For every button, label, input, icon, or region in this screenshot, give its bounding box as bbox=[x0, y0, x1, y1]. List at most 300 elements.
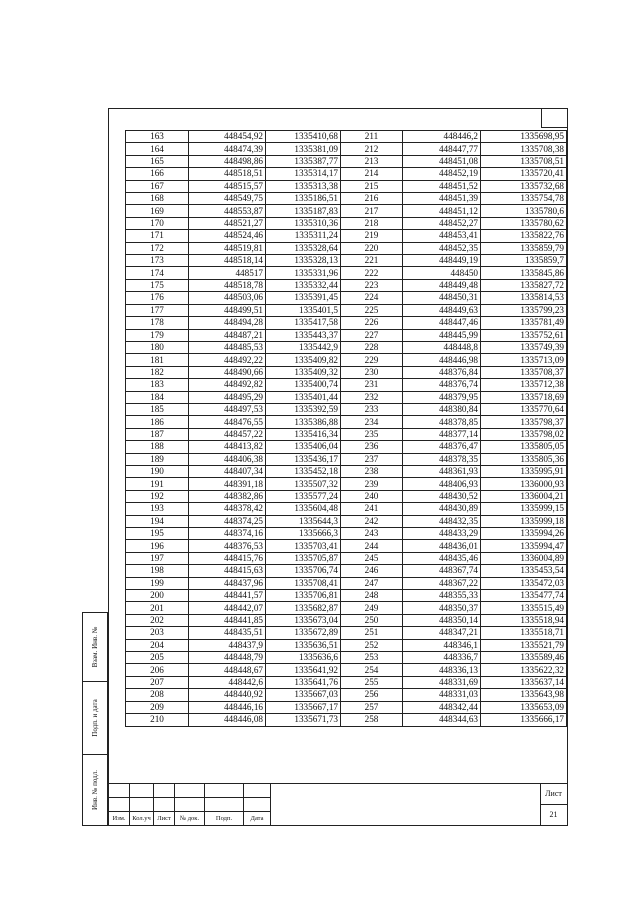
y-coordinate: 1335604,48 bbox=[266, 503, 341, 515]
point-number: 250 bbox=[341, 614, 403, 626]
point-number: 191 bbox=[126, 478, 189, 490]
point-number: 222 bbox=[341, 267, 403, 279]
x-coordinate: 448437,9 bbox=[189, 639, 266, 651]
point-number: 195 bbox=[126, 528, 189, 540]
y-coordinate: 1335814,53 bbox=[481, 292, 567, 304]
x-coordinate: 448350,37 bbox=[403, 602, 481, 614]
y-coordinate: 1335409,82 bbox=[266, 354, 341, 366]
y-coordinate: 1335313,38 bbox=[266, 180, 341, 192]
stamp-inv-podl: Инв. № подл. bbox=[91, 770, 99, 810]
point-number: 220 bbox=[341, 242, 403, 254]
y-coordinate: 1335799,23 bbox=[481, 304, 567, 316]
point-number: 251 bbox=[341, 627, 403, 639]
point-number: 256 bbox=[341, 689, 403, 701]
x-coordinate: 448367,22 bbox=[403, 577, 481, 589]
x-coordinate: 448448,79 bbox=[189, 652, 266, 664]
tb-blank-11 bbox=[204, 797, 244, 812]
x-coordinate: 448494,28 bbox=[189, 317, 266, 329]
y-coordinate: 1335577,24 bbox=[266, 490, 341, 502]
point-number: 255 bbox=[341, 676, 403, 688]
point-number: 170 bbox=[126, 217, 189, 229]
y-coordinate: 1335311,24 bbox=[266, 230, 341, 242]
x-coordinate: 448336,13 bbox=[403, 664, 481, 676]
x-coordinate: 448515,57 bbox=[189, 180, 266, 192]
x-coordinate: 448447,77 bbox=[403, 143, 481, 155]
y-coordinate: 1335859,7 bbox=[481, 255, 567, 267]
x-coordinate: 448474,39 bbox=[189, 143, 266, 155]
table-row bbox=[126, 155, 567, 167]
point-number: 247 bbox=[341, 577, 403, 589]
point-number: 211 bbox=[341, 131, 403, 143]
y-coordinate: 1335780,6 bbox=[481, 205, 567, 217]
y-coordinate: 1335666,3 bbox=[266, 528, 341, 540]
point-number: 225 bbox=[341, 304, 403, 316]
x-coordinate: 448435,46 bbox=[403, 552, 481, 564]
point-number: 183 bbox=[126, 379, 189, 391]
y-coordinate: 1335328,64 bbox=[266, 242, 341, 254]
point-number: 166 bbox=[126, 168, 189, 180]
point-number: 165 bbox=[126, 155, 189, 167]
table-row bbox=[126, 193, 567, 205]
table-row bbox=[126, 416, 567, 428]
left-stamp bbox=[82, 612, 108, 826]
x-coordinate: 448367,74 bbox=[403, 565, 481, 577]
x-coordinate: 448457,22 bbox=[189, 428, 266, 440]
x-coordinate: 448379,95 bbox=[403, 391, 481, 403]
y-coordinate: 1335682,87 bbox=[266, 602, 341, 614]
y-coordinate: 1335999,18 bbox=[481, 515, 567, 527]
table-row bbox=[126, 602, 567, 614]
x-coordinate: 448376,47 bbox=[403, 441, 481, 453]
table-row bbox=[126, 639, 567, 651]
y-coordinate: 1335391,45 bbox=[266, 292, 341, 304]
table-row bbox=[126, 143, 567, 155]
table-row bbox=[126, 341, 567, 353]
point-number: 226 bbox=[341, 317, 403, 329]
x-coordinate: 448376,74 bbox=[403, 379, 481, 391]
point-number: 243 bbox=[341, 528, 403, 540]
tb-data: Дата bbox=[243, 811, 271, 826]
point-number: 253 bbox=[341, 652, 403, 664]
point-number: 204 bbox=[126, 639, 189, 651]
stamp-podp-data: Подп. и дата bbox=[91, 699, 99, 737]
point-number: 217 bbox=[341, 205, 403, 217]
point-number: 244 bbox=[341, 540, 403, 552]
y-coordinate: 1336004,21 bbox=[481, 490, 567, 502]
table-row bbox=[126, 565, 567, 577]
y-coordinate: 1335401,5 bbox=[266, 304, 341, 316]
y-coordinate: 1335712,38 bbox=[481, 379, 567, 391]
point-number: 235 bbox=[341, 428, 403, 440]
y-coordinate: 1335416,34 bbox=[266, 428, 341, 440]
table-row bbox=[126, 242, 567, 254]
table-row bbox=[126, 317, 567, 329]
x-coordinate: 448452,19 bbox=[403, 168, 481, 180]
point-number: 186 bbox=[126, 416, 189, 428]
x-coordinate: 448441,57 bbox=[189, 590, 266, 602]
table-row bbox=[126, 453, 567, 465]
point-number: 201 bbox=[126, 602, 189, 614]
y-coordinate: 1335515,49 bbox=[481, 602, 567, 614]
y-coordinate: 1335672,89 bbox=[266, 627, 341, 639]
x-coordinate: 448448,67 bbox=[189, 664, 266, 676]
y-coordinate: 1335822,76 bbox=[481, 230, 567, 242]
x-coordinate: 448521,27 bbox=[189, 217, 266, 229]
y-coordinate: 1335417,58 bbox=[266, 317, 341, 329]
point-number: 229 bbox=[341, 354, 403, 366]
point-number: 179 bbox=[126, 329, 189, 341]
y-coordinate: 1335698,95 bbox=[481, 131, 567, 143]
point-number: 212 bbox=[341, 143, 403, 155]
y-coordinate: 1335706,81 bbox=[266, 590, 341, 602]
x-coordinate: 448430,52 bbox=[403, 490, 481, 502]
tb-blank-8 bbox=[129, 797, 154, 812]
table-row bbox=[126, 255, 567, 267]
table-row bbox=[126, 441, 567, 453]
x-coordinate: 448430,89 bbox=[403, 503, 481, 515]
point-number: 199 bbox=[126, 577, 189, 589]
table-row bbox=[126, 230, 567, 242]
sheet-label: Лист bbox=[545, 789, 562, 798]
y-coordinate: 1335521,79 bbox=[481, 639, 567, 651]
point-number: 187 bbox=[126, 428, 189, 440]
table-row bbox=[126, 180, 567, 192]
tb-izm: Изм. bbox=[108, 811, 130, 826]
point-number: 190 bbox=[126, 465, 189, 477]
y-coordinate: 1336004,89 bbox=[481, 552, 567, 564]
table-row bbox=[126, 503, 567, 515]
y-coordinate: 1335749,39 bbox=[481, 341, 567, 353]
x-coordinate: 448350,14 bbox=[403, 614, 481, 626]
table-row bbox=[126, 391, 567, 403]
x-coordinate: 448490,66 bbox=[189, 366, 266, 378]
x-coordinate: 448519,81 bbox=[189, 242, 266, 254]
point-number: 173 bbox=[126, 255, 189, 267]
y-coordinate: 1335401,44 bbox=[266, 391, 341, 403]
table-row bbox=[126, 428, 567, 440]
y-coordinate: 1335477,74 bbox=[481, 590, 567, 602]
point-number: 171 bbox=[126, 230, 189, 242]
y-coordinate: 1335310,36 bbox=[266, 217, 341, 229]
y-coordinate: 1335999,15 bbox=[481, 503, 567, 515]
table-row bbox=[126, 131, 567, 143]
x-coordinate: 448437,96 bbox=[189, 577, 266, 589]
point-number: 242 bbox=[341, 515, 403, 527]
stamp-cell-inv-vzam bbox=[82, 612, 108, 682]
y-coordinate: 1335381,09 bbox=[266, 143, 341, 155]
x-coordinate: 448451,12 bbox=[403, 205, 481, 217]
table-row bbox=[126, 403, 567, 415]
y-coordinate: 1335720,41 bbox=[481, 168, 567, 180]
x-coordinate: 448518,78 bbox=[189, 279, 266, 291]
coordinates-table bbox=[125, 130, 567, 727]
point-number: 163 bbox=[126, 131, 189, 143]
point-number: 213 bbox=[341, 155, 403, 167]
point-number: 164 bbox=[126, 143, 189, 155]
y-coordinate: 1335436,17 bbox=[266, 453, 341, 465]
x-coordinate: 448492,22 bbox=[189, 354, 266, 366]
x-coordinate: 448413,82 bbox=[189, 441, 266, 453]
x-coordinate: 448432,35 bbox=[403, 515, 481, 527]
point-number: 197 bbox=[126, 552, 189, 564]
x-coordinate: 448441,85 bbox=[189, 614, 266, 626]
tb-blank-4 bbox=[174, 783, 205, 798]
point-number: 192 bbox=[126, 490, 189, 502]
table-row bbox=[126, 478, 567, 490]
x-coordinate: 448449,63 bbox=[403, 304, 481, 316]
y-coordinate: 1335472,03 bbox=[481, 577, 567, 589]
x-coordinate: 448492,82 bbox=[189, 379, 266, 391]
stamp-inv-vzam: Взам. Инв. № bbox=[91, 626, 99, 668]
x-coordinate: 448517 bbox=[189, 267, 266, 279]
y-coordinate: 1335671,73 bbox=[266, 714, 341, 726]
table-row bbox=[126, 304, 567, 316]
table-row bbox=[126, 590, 567, 602]
point-number: 215 bbox=[341, 180, 403, 192]
x-coordinate: 448518,14 bbox=[189, 255, 266, 267]
point-number: 254 bbox=[341, 664, 403, 676]
point-number: 193 bbox=[126, 503, 189, 515]
x-coordinate: 448442,6 bbox=[189, 676, 266, 688]
x-coordinate: 448336,7 bbox=[403, 652, 481, 664]
table-row bbox=[126, 292, 567, 304]
x-coordinate: 448518,51 bbox=[189, 168, 266, 180]
point-number: 176 bbox=[126, 292, 189, 304]
point-number: 188 bbox=[126, 441, 189, 453]
tb-n-dok: № док. bbox=[174, 811, 205, 826]
table-row bbox=[126, 577, 567, 589]
x-coordinate: 448448,8 bbox=[403, 341, 481, 353]
y-coordinate: 1335409,32 bbox=[266, 366, 341, 378]
y-coordinate: 1335995,91 bbox=[481, 465, 567, 477]
point-number: 169 bbox=[126, 205, 189, 217]
x-coordinate: 448447,46 bbox=[403, 317, 481, 329]
table-row bbox=[126, 366, 567, 378]
tb-blank-7 bbox=[108, 797, 130, 812]
point-number: 194 bbox=[126, 515, 189, 527]
y-coordinate: 1335798,37 bbox=[481, 416, 567, 428]
sheet-number: 21 bbox=[549, 810, 558, 819]
x-coordinate: 448376,84 bbox=[403, 366, 481, 378]
point-number: 216 bbox=[341, 193, 403, 205]
x-coordinate: 448374,25 bbox=[189, 515, 266, 527]
y-coordinate: 1335732,68 bbox=[481, 180, 567, 192]
x-coordinate: 448446,2 bbox=[403, 131, 481, 143]
x-coordinate: 448503,06 bbox=[189, 292, 266, 304]
y-coordinate: 1335187,83 bbox=[266, 205, 341, 217]
y-coordinate: 1335392,59 bbox=[266, 403, 341, 415]
y-coordinate: 1335781,49 bbox=[481, 317, 567, 329]
x-coordinate: 448344,63 bbox=[403, 714, 481, 726]
point-number: 205 bbox=[126, 652, 189, 664]
tb-blank-6 bbox=[243, 783, 271, 798]
y-coordinate: 1335386,88 bbox=[266, 416, 341, 428]
point-number: 221 bbox=[341, 255, 403, 267]
x-coordinate: 448440,92 bbox=[189, 689, 266, 701]
tb-list: Лист bbox=[153, 811, 175, 826]
x-coordinate: 448450,31 bbox=[403, 292, 481, 304]
point-number: 228 bbox=[341, 341, 403, 353]
table-row bbox=[126, 490, 567, 502]
y-coordinate: 1335186,51 bbox=[266, 193, 341, 205]
point-number: 180 bbox=[126, 341, 189, 353]
y-coordinate: 1335667,03 bbox=[266, 689, 341, 701]
y-coordinate: 1335518,94 bbox=[481, 614, 567, 626]
y-coordinate: 1335331,96 bbox=[266, 267, 341, 279]
x-coordinate: 448495,29 bbox=[189, 391, 266, 403]
point-number: 218 bbox=[341, 217, 403, 229]
y-coordinate: 1335798,02 bbox=[481, 428, 567, 440]
point-number: 231 bbox=[341, 379, 403, 391]
table-row bbox=[126, 714, 567, 726]
y-coordinate: 1335666,17 bbox=[481, 714, 567, 726]
point-number: 245 bbox=[341, 552, 403, 564]
point-number: 223 bbox=[341, 279, 403, 291]
point-number: 206 bbox=[126, 664, 189, 676]
x-coordinate: 448331,03 bbox=[403, 689, 481, 701]
y-coordinate: 1335780,62 bbox=[481, 217, 567, 229]
point-number: 237 bbox=[341, 453, 403, 465]
x-coordinate: 448378,85 bbox=[403, 416, 481, 428]
table-row bbox=[126, 217, 567, 229]
x-coordinate: 448377,14 bbox=[403, 428, 481, 440]
point-number: 233 bbox=[341, 403, 403, 415]
point-number: 200 bbox=[126, 590, 189, 602]
y-coordinate: 1335636,51 bbox=[266, 639, 341, 651]
y-coordinate: 1335622,32 bbox=[481, 664, 567, 676]
x-coordinate: 448451,08 bbox=[403, 155, 481, 167]
x-coordinate: 448446,98 bbox=[403, 354, 481, 366]
x-coordinate: 448378,42 bbox=[189, 503, 266, 515]
table-row bbox=[126, 652, 567, 664]
table-row bbox=[126, 676, 567, 688]
point-number: 181 bbox=[126, 354, 189, 366]
x-coordinate: 448485,53 bbox=[189, 341, 266, 353]
tb-blank-10 bbox=[174, 797, 205, 812]
x-coordinate: 448406,38 bbox=[189, 453, 266, 465]
x-coordinate: 448376,53 bbox=[189, 540, 266, 552]
table-row bbox=[126, 701, 567, 713]
point-number: 224 bbox=[341, 292, 403, 304]
table-row bbox=[126, 515, 567, 527]
y-coordinate: 1335641,76 bbox=[266, 676, 341, 688]
x-coordinate: 448436,01 bbox=[403, 540, 481, 552]
x-coordinate: 448331,69 bbox=[403, 676, 481, 688]
y-coordinate: 1335718,69 bbox=[481, 391, 567, 403]
y-coordinate: 1335636,6 bbox=[266, 652, 341, 664]
y-coordinate: 1335442,9 bbox=[266, 341, 341, 353]
x-coordinate: 448446,08 bbox=[189, 714, 266, 726]
point-number: 172 bbox=[126, 242, 189, 254]
point-number: 252 bbox=[341, 639, 403, 651]
y-coordinate: 1335387,77 bbox=[266, 155, 341, 167]
table-row bbox=[126, 528, 567, 540]
y-coordinate: 1335827,72 bbox=[481, 279, 567, 291]
y-coordinate: 1335518,71 bbox=[481, 627, 567, 639]
y-coordinate: 1335754,78 bbox=[481, 193, 567, 205]
y-coordinate: 1335705,87 bbox=[266, 552, 341, 564]
table-row bbox=[126, 664, 567, 676]
tb-blank-12 bbox=[243, 797, 271, 812]
y-coordinate: 1335328,13 bbox=[266, 255, 341, 267]
x-coordinate: 448361,93 bbox=[403, 465, 481, 477]
x-coordinate: 448382,86 bbox=[189, 490, 266, 502]
x-coordinate: 448445,99 bbox=[403, 329, 481, 341]
table-row bbox=[126, 689, 567, 701]
y-coordinate: 1335994,26 bbox=[481, 528, 567, 540]
point-number: 209 bbox=[126, 701, 189, 713]
point-number: 238 bbox=[341, 465, 403, 477]
point-number: 210 bbox=[126, 714, 189, 726]
y-coordinate: 1335314,17 bbox=[266, 168, 341, 180]
x-coordinate: 448346,1 bbox=[403, 639, 481, 651]
point-number: 177 bbox=[126, 304, 189, 316]
x-coordinate: 448378,35 bbox=[403, 453, 481, 465]
x-coordinate: 448452,35 bbox=[403, 242, 481, 254]
point-number: 175 bbox=[126, 279, 189, 291]
y-coordinate: 1335859,79 bbox=[481, 242, 567, 254]
y-coordinate: 1335410,68 bbox=[266, 131, 341, 143]
y-coordinate: 1335653,09 bbox=[481, 701, 567, 713]
x-coordinate: 448451,52 bbox=[403, 180, 481, 192]
x-coordinate: 448553,87 bbox=[189, 205, 266, 217]
point-number: 236 bbox=[341, 441, 403, 453]
y-coordinate: 1335443,37 bbox=[266, 329, 341, 341]
coordinates-table-body bbox=[126, 131, 567, 727]
y-coordinate: 1335641,92 bbox=[266, 664, 341, 676]
point-number: 227 bbox=[341, 329, 403, 341]
y-coordinate: 1335643,98 bbox=[481, 689, 567, 701]
y-coordinate: 1335708,37 bbox=[481, 366, 567, 378]
x-coordinate: 448442,07 bbox=[189, 602, 266, 614]
y-coordinate: 1335667,17 bbox=[266, 701, 341, 713]
point-number: 178 bbox=[126, 317, 189, 329]
y-coordinate: 1335805,36 bbox=[481, 453, 567, 465]
x-coordinate: 448449,48 bbox=[403, 279, 481, 291]
y-coordinate: 1335994,47 bbox=[481, 540, 567, 552]
x-coordinate: 448452,27 bbox=[403, 217, 481, 229]
point-number: 240 bbox=[341, 490, 403, 502]
table-row bbox=[126, 465, 567, 477]
table-row bbox=[126, 205, 567, 217]
x-coordinate: 448497,53 bbox=[189, 403, 266, 415]
tb-podp: Подп. bbox=[204, 811, 244, 826]
point-number: 230 bbox=[341, 366, 403, 378]
stamp-cell-podp-data bbox=[82, 681, 108, 755]
x-coordinate: 448454,92 bbox=[189, 131, 266, 143]
x-coordinate: 448487,21 bbox=[189, 329, 266, 341]
y-coordinate: 1335713,09 bbox=[481, 354, 567, 366]
title-block bbox=[108, 783, 568, 826]
table-row bbox=[126, 354, 567, 366]
table-row bbox=[126, 627, 567, 639]
y-coordinate: 1335805,05 bbox=[481, 441, 567, 453]
tb-blank-9 bbox=[153, 797, 175, 812]
table-row bbox=[126, 379, 567, 391]
point-number: 168 bbox=[126, 193, 189, 205]
y-coordinate: 1335703,41 bbox=[266, 540, 341, 552]
x-coordinate: 448347,21 bbox=[403, 627, 481, 639]
x-coordinate: 448524,46 bbox=[189, 230, 266, 242]
x-coordinate: 448415,76 bbox=[189, 552, 266, 564]
y-coordinate: 1335706,74 bbox=[266, 565, 341, 577]
y-coordinate: 1335644,3 bbox=[266, 515, 341, 527]
table-row bbox=[126, 279, 567, 291]
x-coordinate: 448450 bbox=[403, 267, 481, 279]
y-coordinate: 1335452,18 bbox=[266, 465, 341, 477]
point-number: 196 bbox=[126, 540, 189, 552]
x-coordinate: 448391,18 bbox=[189, 478, 266, 490]
